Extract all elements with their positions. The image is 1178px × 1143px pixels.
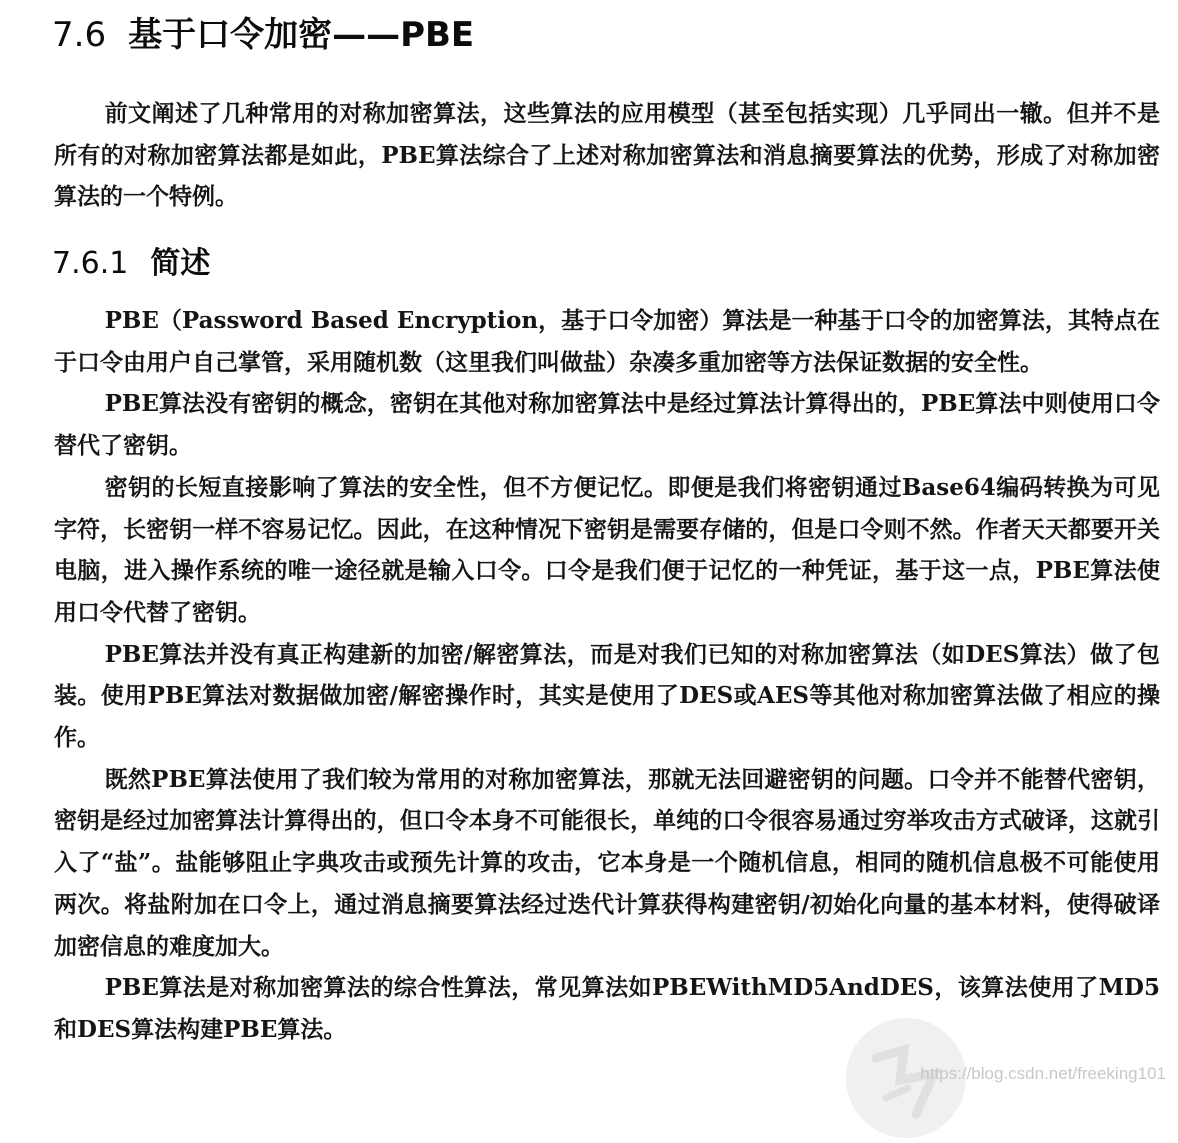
body-paragraph-6: PBE算法是对称加密算法的综合性算法，常见算法如PBEWithMD5AndDES，该算法使用了MD5和DES算法构建PBE算法。 xyxy=(54,974,1160,1043)
subsection-title-text: 简述 xyxy=(150,246,211,281)
body-paragraph-2: PBE算法没有密钥的概念，密钥在其他对称加密算法中是经过算法计算得出的，PBE算法中则使用口令替代了密钥。 xyxy=(54,390,1160,460)
body-paragraph-4: PBE算法并没有真正构建新的加密/解密算法，而是对我们已知的对称加密算法（如DES算法）做了包装。使用PBE算法对数据做加密/解密操作时，其实是使用了DES或AES等其他对称加密算法做了相应的操作。 xyxy=(54,640,1160,752)
intro-block xyxy=(54,93,1160,218)
section-heading xyxy=(52,12,474,58)
body-paragraph-5: 既然PBE算法使用了我们较为常用的对称加密算法，那就无法回避密钥的问题。口令并不能替代密钥，密钥是经过加密算法计算得出的，但口令本身不可能很长，单纯的口令很容易通过穷举攻击方式破译，这就引入了“盐”。盐能够阻止字典攻击或预先计算的攻击，它本身是一个随机信息，相同的随机信息极不可能使用两次。将盐附加在口令上，通过消息摘要算法经过迭代计算获得构建密钥/初始化向量的基本材料，使得破译加密信息的难度加大。 xyxy=(54,765,1160,960)
intro-paragraph: 前文阐述了几种常用的对称加密算法，这些算法的应用模型（甚至包括实现）几乎同出一辙。但并不是所有的对称加密算法都是如此，PBE算法综合了上述对称加密算法和消息摘要算法的优势，形成了对称加密算法的一个特例。 xyxy=(54,100,1160,211)
section-number: 7.6 xyxy=(52,15,107,55)
body-paragraph-1: PBE（Password Based Encryption，基于口令加密）算法是一种基于口令的加密算法，其特点在于口令由用户自己掌管，采用随机数（这里我们叫做盐）杂凑多重加密等方法保证数据的安全性。 xyxy=(54,307,1160,376)
body-block xyxy=(54,300,1160,1051)
subsection-number: 7.6.1 xyxy=(52,246,129,281)
section-title-text: 基于口令加密——PBE xyxy=(128,15,475,55)
body-paragraph-3: 密钥的长短直接影响了算法的安全性，但不方便记忆。即便是我们将密钥通过Base64编码转换为可见字符，长密钥一样不容易记忆。因此，在这种情况下密钥是需要存储的，但是口令则不然。作者天天都要开关电脑，进入操作系统的唯一途径就是输入口令。口令是我们便于记忆的一种凭证，基于这一点，PBE算法使用口令代替了密钥。 xyxy=(54,473,1160,626)
subsection-heading xyxy=(52,243,210,285)
watermark-url: https://blog.csdn.net/freeking101 xyxy=(920,1064,1166,1083)
